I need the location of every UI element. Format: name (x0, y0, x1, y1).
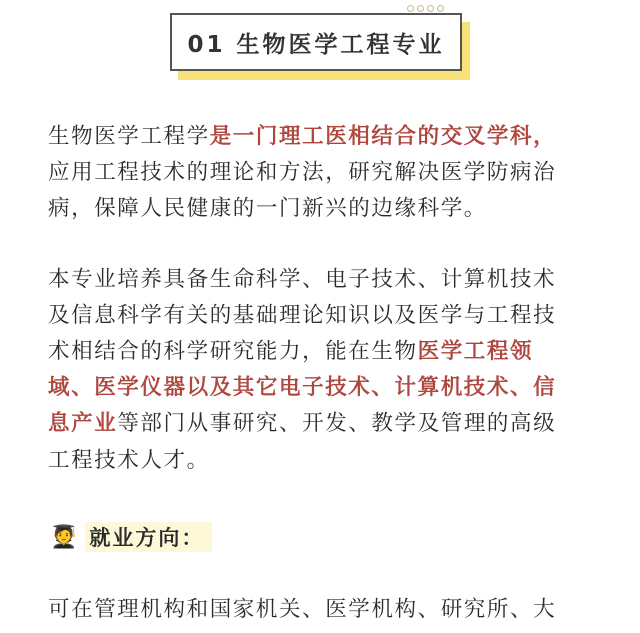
text-line (48, 303, 556, 329)
text-segment: 及信息科学有关的基础理论知识以及医学与工程技 (48, 303, 557, 328)
section-title: 01 生物医学工程专业 (170, 13, 462, 71)
text-segment: 本专业培养具备生命科学、电子技术、计算机技术 (48, 267, 557, 292)
text-line (48, 339, 533, 365)
text-line (48, 597, 556, 623)
highlight-text: 是一门理工医相结合的交叉学科， (209, 124, 557, 149)
text-line (48, 196, 487, 222)
text-line (48, 448, 210, 474)
employment-heading (50, 522, 212, 552)
highlight-text: 医学工程领 (417, 339, 534, 364)
text-line (48, 124, 556, 150)
highlight-text: 域、医学仪器以及其它电子技术、计算机技术、信 (48, 375, 557, 400)
text-segment: 生物医学工程学 (48, 124, 210, 149)
text-line (48, 375, 556, 401)
text-segment: 病，保障人民健康的一门新兴的边缘科学。 (48, 196, 487, 221)
text-segment: 应用工程技术的理论和方法，研究解决医学防病治 (48, 160, 557, 185)
text-line (48, 267, 556, 293)
text-line (48, 411, 556, 437)
graduate-icon: 🧑‍🎓 (50, 524, 78, 550)
text-segment: 等部门从事研究、开发、教学及管理的高级 (117, 411, 557, 436)
decorative-dots (402, 5, 449, 12)
highlight-text: 息产业 (48, 411, 118, 436)
text-segment: 工程技术人才。 (48, 448, 210, 473)
employment-heading-text: 就业方向： (85, 522, 212, 552)
text-segment: 可在管理机构和国家机关、医学机构、研究所、大 (48, 597, 557, 622)
text-segment: 术相结合的科学研究能力，能在生物 (48, 339, 418, 364)
text-line (48, 160, 556, 186)
